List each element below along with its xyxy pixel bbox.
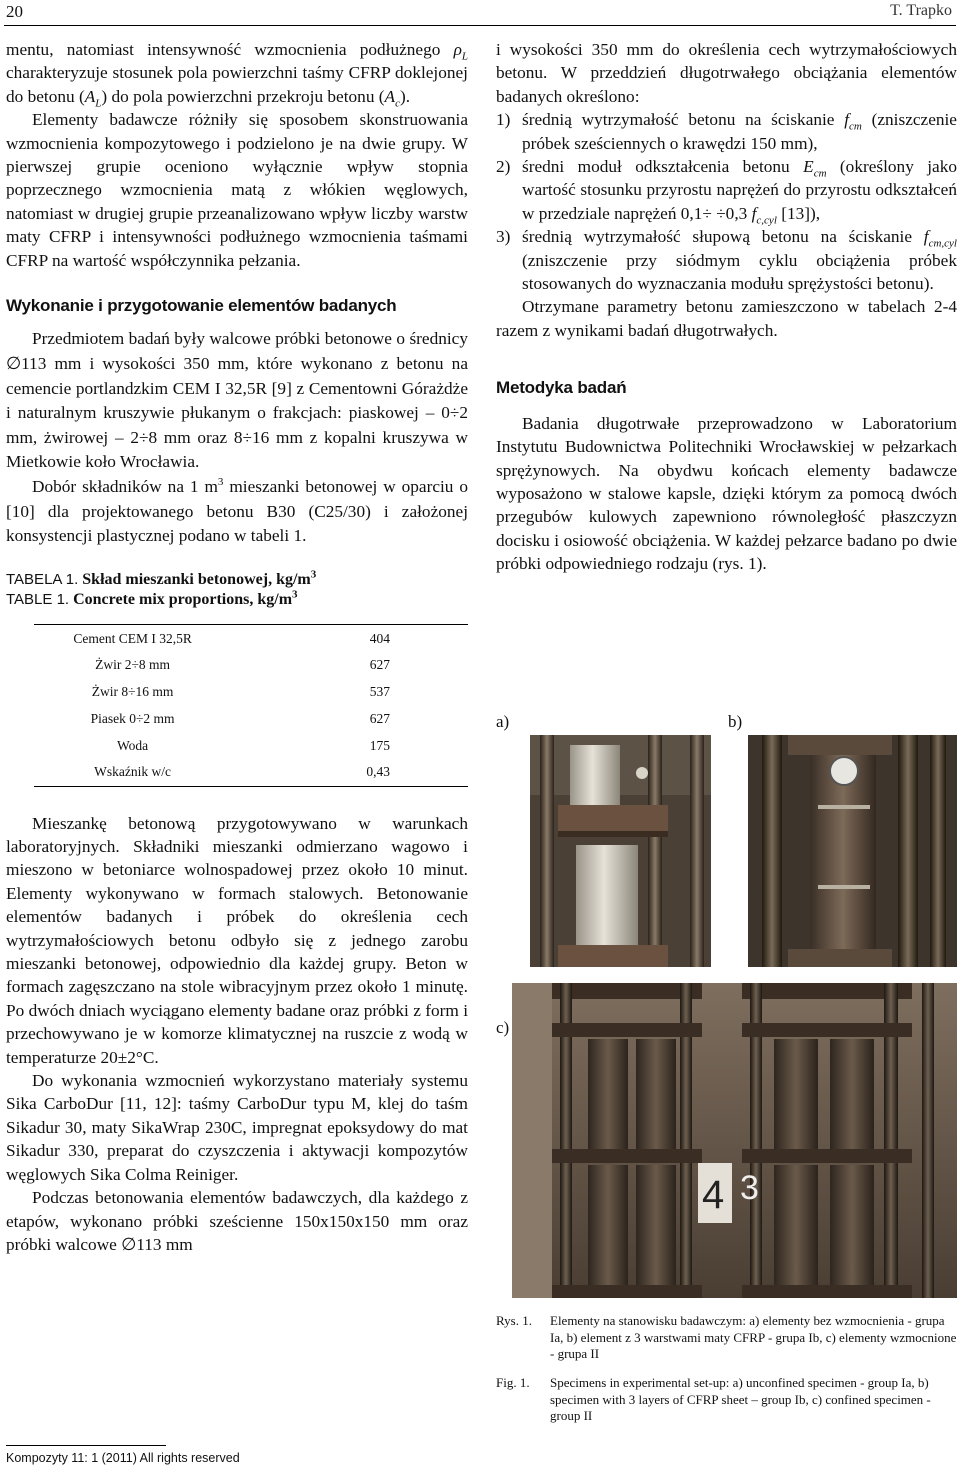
photo-c bbox=[512, 983, 957, 1298]
photo-mark-4: 4 bbox=[702, 1173, 725, 1217]
mix-table bbox=[34, 624, 468, 787]
table-row: Piasek 0÷2 mm 627 bbox=[90, 710, 390, 726]
table-row: Cement CEM I 32,5R 404 bbox=[34, 624, 468, 651]
paragraph: mentu, natomiast intensywność wzmocnienia podłużnego $\rho_L$ charakteryzuje stosunek pola powierzchni taśmy CFRP doklejonej do betonu $(A_L)$ do pola powierzchni przekroju betonu $(A_c)$. bbox=[6, 40, 468, 110]
paragraph: Badania długotrwałe przeprowadzono w Laboratorium Instytutu Budownictwa Politechniki Wrocławskiej w pełzarkach sprężynowych. Na obydwu końcach elementy badawcze wyposażono w stalowe kapsle, dzięki którym za pomocą dwóch przegubów kulowych zapewniono równoległość płaszczyzn docisku i osiowość obciążenia. W każdej pełzarce badano po dwie próbki odpowiedniego rodzaju (rys. 1). bbox=[496, 413, 957, 574]
left-column bbox=[6, 38, 468, 1256]
paragraph: Dobór składników na 1 $m^3$ mieszanki betonowej w oparciu o [10] dla projektowanego betonu B30 (C25/30) i założonej konsystencji plastycznej podano w tabeli 1. bbox=[6, 476, 469, 546]
list-item: 3) średnią wytrzymałość słupową betonu na ściskanie $f_{cm,cyl}$ (zniszczenie przy siódmym cyklu obciążenia próbek stosowanych do wyznaczania modułu sprężystości betonu). bbox=[496, 227, 957, 294]
list-item: 1) średnią wytrzymałość betonu na ściskanie $f_{cm}$ (zniszczenie próbek sześciennych o krawędzi 150 mm), bbox=[496, 110, 957, 153]
footer-copyright: Kompozyty 11: 1 (2011) All rights reserved bbox=[6, 1451, 240, 1465]
figure-label-c: c) bbox=[496, 1018, 510, 1037]
figure-caption-pl: Rys. 1. Elementy na stanowisku badawczym: a) elementy bez wzmocnienia - grupa Ia, b) element z 3 warstwami maty CFRP - grupa Ib, c) elementy wzmocnione - grupa II bbox=[496, 1313, 957, 1361]
paragraph: Elementy badawcze różniły się sposobem skonstruowania wzmocnienia kompozytowego i podzielono je na dwie grupy. W pierwszej grupie oceniono wyłącznie wpływ stopnia poprzecznego wzmocnienia matą z włókien węglowych, natomiast w drugiej grupie przeanalizowano wpływ liczby warstw maty CFRP i intensywności podłużnego wzmocnienia taśmami CFRP na wartość współczynnika pełzania. bbox=[6, 110, 468, 270]
list-item: 2) średni moduł odkształcenia betonu $E_{cm}$ (określony jako wartość stosunku przyrostu naprężeń do przyrostu odkształceń w przedziale naprężeń 0,1÷ ÷0,3 $f_{c,cyl}$ [13]), bbox=[496, 157, 957, 227]
table-caption-pl: TABELA 1. Skład mieszanki betonowej, $kg/m^3$ bbox=[6, 568, 317, 588]
table-row: Żwir 2÷8 mm 627 bbox=[95, 657, 390, 673]
photo-b bbox=[748, 735, 957, 967]
paragraph: i wysokości 350 mm do określenia cech wytrzymałościowych betonu. W przeddzień długotrwałego obciążania elementów badanych określono: bbox=[496, 40, 957, 106]
figure-label-b: b) bbox=[728, 712, 743, 731]
photo-a bbox=[530, 735, 711, 967]
paragraph: Otrzymane parametry betonu zamieszczono w tabelach 2-4 razem z wynikami badań długotrwałych. bbox=[496, 297, 957, 340]
figure-label-a: a) bbox=[496, 712, 510, 731]
section-heading: Metodyka badań bbox=[496, 378, 627, 398]
right-column bbox=[496, 38, 957, 576]
header-rule bbox=[4, 25, 956, 26]
page-number: 20 bbox=[6, 2, 23, 21]
section-heading: Wykonanie i przygotowanie elementów badanych bbox=[6, 296, 397, 316]
table-caption-en: TABLE 1. Concrete mix proportions, $kg/m^3$ bbox=[6, 588, 298, 608]
table-row: Woda 175 bbox=[117, 737, 390, 753]
footer-rule bbox=[6, 1445, 166, 1446]
paragraph: Przedmiotem badań były walcowe próbki betonowe o średnicy ∅113 mm i wysokości 350 mm, które wykonano z betonu na cemencie portlandzkim CEM I 32,5R [9] z Cementowni Górażdże i naturalnym kruszywie płukanym o frakcjach: piaskowej – 0÷2 mm, żwirowej – 2÷8 mm oraz 8÷16 mm z kopalni kruszywa w Mietkowie koło Wrocławia. bbox=[6, 329, 468, 472]
paragraph: Do wykonania wzmocnień wykorzystano materiały systemu Sika CarboDur [11, 12]: taśmy CarboDur typu M, klej do taśm Sikadur 30, maty SikaWrap 230C, impregnat epoksydowy do mat Sikadur 330, preparat do czyszczenia i aktywacji kompozytów węglowych Sika Colma Reiniger. bbox=[6, 1071, 468, 1184]
photo-mark-3: 3 bbox=[740, 1169, 759, 1207]
running-title: T. Trapko bbox=[890, 2, 952, 19]
paragraph: Podczas betonowania elementów badawczych, dla każdego z etapów, wykonano próbki sześcienne 150x150x150 mm oraz próbki walcowe ∅113 mm bbox=[6, 1188, 468, 1254]
parameter-list bbox=[496, 108, 957, 295]
paragraph: Mieszankę betonową przygotowywano w warunkach laboratoryjnych. Składniki mieszanki odmierzano wagowo i mieszono w betoniarce wolnospadowej przez około 10 minut. Elementy wykonywano w formach stalowych. Betonowanie elementów badanych i próbek do określenia cech wytrzymałościowych betonu odbyło się z jednego zarobu mieszanki betonowej, odpowiednio dla każdej grupy. Beton w formach zagęszczano na stole wibracyjnym przez około 1 minutę. Po dwóch dniach wyciągano elementy badane oraz próbki z form i przechowywano je w komorze klimatycznej na ruszcie z wodą w temperaturze 20±2°C. bbox=[6, 813, 468, 1067]
figure-caption-en: Fig. 1. Specimens in experimental set-up: a) unconfined specimen - group Ia, b) specimen with 3 layers of CFRP sheet – group Ib, c) confined specimen - group II bbox=[496, 1375, 931, 1423]
table-row: Wskaźnik w/c 0,43 bbox=[34, 759, 468, 786]
diameter-symbol: ∅ bbox=[6, 354, 22, 374]
diameter-symbol: ∅ bbox=[121, 1234, 137, 1254]
table-row: Żwir 8÷16 mm 537 bbox=[91, 684, 390, 700]
